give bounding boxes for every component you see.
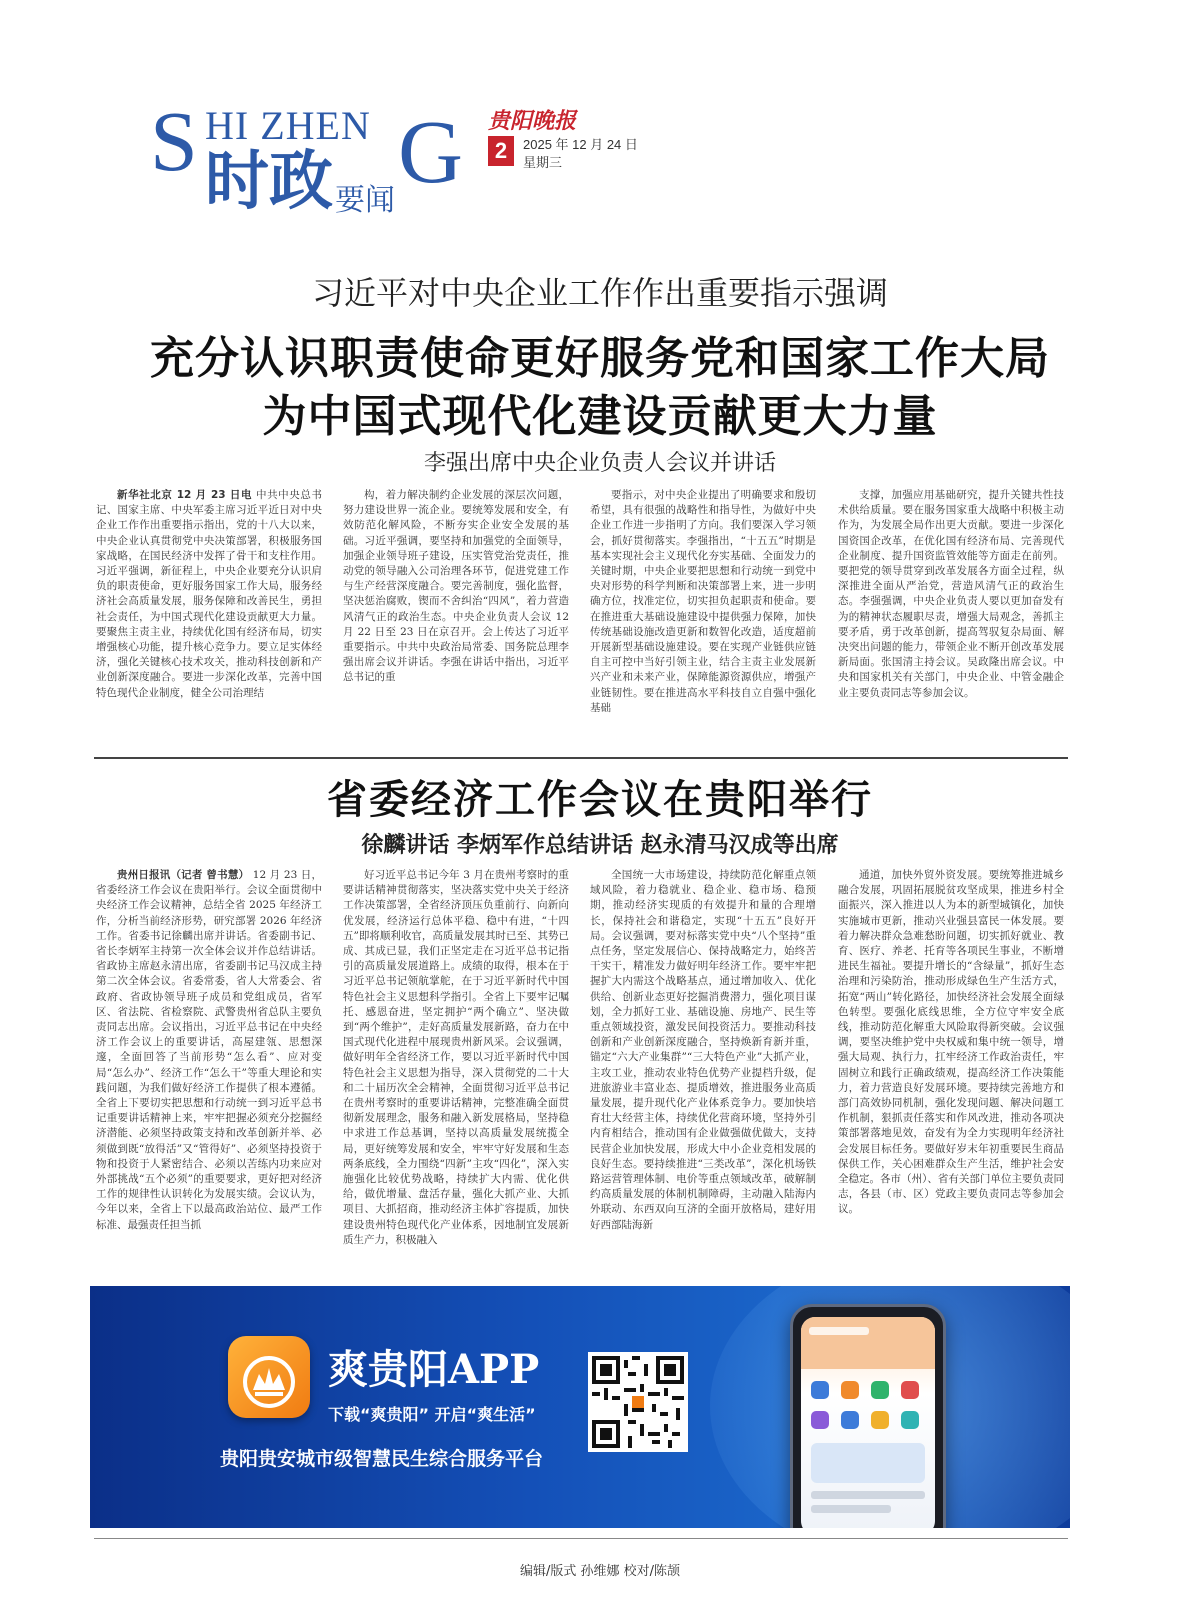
publication-weekday: 星期三 bbox=[523, 155, 563, 170]
qr-code[interactable] bbox=[588, 1352, 688, 1452]
article1-column-1 bbox=[96, 488, 322, 760]
article1-subhead: 李强出席中央企业负责人会议并讲话 bbox=[423, 451, 776, 476]
article1-kicker: 习近平对中央企业工作作出重要指示强调 bbox=[311, 274, 888, 312]
publication-date: 2025 年 12 月 24 日 bbox=[523, 137, 638, 152]
app-logo-icon bbox=[228, 1336, 310, 1418]
article1-headline-line2: 为中国式现代化建设贡献更大力量 bbox=[262, 391, 938, 442]
phone-mockup bbox=[790, 1304, 946, 1528]
article1-column-4: 支撑，加强应用基础研究，提升关键共性技术供给质量。要在服务国家重大战略中积极主动作为，为发展全局作出更大贡献。要进一步深化国资国企改革，在优化国有经济布局、完善现代企业制度、提升国资监管效能等方面走在前列。要把党的领导贯穿到改革发展各方面全过程，纵深推进全面从严治党，营造风清气正的政治生态。李强强调，中央企业负责人要以更加奋发有为的精神状态履职尽责，增强大局观念，善抓主要矛盾，勇于改革创新，提高驾驭复杂局面、解决突出问题的能力，带领企业不断开创改革发展新局面。张国清主持会议。吴政隆出席会议。中央和国家机关有关部门，中央企业、中管金融企业主要负责同志等参加会议。 bbox=[838, 489, 1064, 699]
article2-subhead: 徐麟讲话 李炳军作总结讲话 赵永清马汉成等出席 bbox=[361, 833, 839, 858]
app-ad-banner[interactable] bbox=[90, 1286, 1070, 1528]
ad-platform-text: 贵阳贵安城市级智慧民生综合服务平台 bbox=[220, 1448, 544, 1470]
article1-col1-text: 中共中央总书记、国家主席、中央军委主席习近平近日对中央企业工作作出重要指示指出，党的十八大以来，中央企业认真贯彻党中央决策部署，积极服务国家战略，在国民经济中发挥了骨干和支柱作用。习近平强调，新征程上，中央企业要充分认识肩负的职责使命，更好服务国家工作大局，服务经济社会高质量发展，服务保障和改善民生，勇担社会责任，为中国式现代化建设贡献更大力量。要聚焦主责主业，持续优化国有经济布局，切实增强核心功能，提升核心竞争力。要立足实体经济，强化关键核心技术攻关，推动科技创新和产业创新深度融合。要进一步深化改革，完善中国特色现代企业制度，健全公司治理结 bbox=[96, 489, 322, 699]
editor-credit: 编辑/版式 孙维娜 校对/陈颉 bbox=[519, 1564, 681, 1579]
section-title: 时政 bbox=[205, 145, 333, 219]
phone-screen bbox=[801, 1317, 935, 1528]
section-divider bbox=[94, 757, 1068, 759]
article2-col1-text: 12 月 23 日，省委经济工作会议在贵阳举行。会议全面贯彻中央经济工作会议精神，总结全省 2025 年经济工作，分析当前经济形势，研究部署 2026 年经济工作。省委书记徐麟出席并讲话。省委副书记、省长李炳军主持第一次全体会议并作总结讲话。省政协主席赵永清出席，省委副书记马汉成主持第二次全体会议。省委常委，省人大常委会、省政府、省政协领导班子成员和党组成员，省军区、省法院、省检察院、武警贵州省总队主要负责同志出席。会议指出，习近平总书记在中央经济工作会议上的重要讲话，高屋建瓴、思想深邃，全面回答了当前形势“怎么看”、应对变局“怎么办”、经济工作“怎么干”等重大理论和实践问题，为我们做好经济工作提供了根本遵循。全省上下要切实把思想和行动统一到习近平总书记重要讲话精神上来，牢牢把握必须充分挖掘经济潜能、必须坚持政策支持和改革创新并举、必须做到既“放得活”又“管得好”、必须坚持投资于物和投资于人紧密结合、必须以苦练内功来应对外部挑战“五个必须”的重要要求，更好把对经济工作的规律性认识转化为发展实绩。会议认为，今年以来，全省上下以最高政治站位、最严工作标准、最强责任担当抓 bbox=[96, 869, 322, 1231]
masthead-pinyin: HI ZHEN bbox=[205, 103, 371, 148]
article2-column-4: 通道，加快外贸外资发展。要统筹推进城乡融合发展，巩固拓展脱贫攻坚成果，推进乡村全面振兴，深入推进以人为本的新型城镇化，加快实施城市更新，推动兴业强县富民一体发展。要着力解决群众急难愁盼问题，切实抓好就业、教育、医疗、养老、托育等各项民生事业，不断增进民生福祉。要提升增长的“含绿量”，抓好生态治理和污染防治，推动形成绿色生产生活方式，拓宽“两山”转化路径，加快经济社会发展全面绿色转型。要强化底线思维，全方位守牢安全底线，推动防范化解重大风险取得新突破。会议强调，要坚决维护党中央权威和集中统一领导，增强大局观、执行力，扛牢经济工作政治责任，牢固树立和践行正确政绩观，提高经济工作决策能力，着力营造良好发展环境。要持续完善地方和部门高效协同机制，强化发现问题、解决问题工作机制，狠抓责任落实和作风改进，推动各项决策部署落地见效，奋发有为全力实现明年经济社会发展目标任务。要做好岁末年初重要民生商品保供工作，关心困难群众生产生活，维护社会安全稳定。各市（州）、省有关部门单位主要负责同志，各县（市、区）党政主要负责同志等参加会议。 bbox=[838, 869, 1064, 1216]
section-subtitle: 要闻 bbox=[335, 183, 395, 218]
ad-title: 爽贵阳APP bbox=[328, 1346, 540, 1393]
article1-column-3: 要指示，对中央企业提出了明确要求和殷切希望，具有很强的战略性和指导性，为做好中央企业工作进一步指明了方向。我们要深入学习领会，抓好贯彻落实。李强指出，“十五五”时期是基本实现社会主义现代化夯实基础、全面发力的关键时期，中央企业要把思想和行动统一到党中央对形势的科学判断和决策部署上来，进一步明确方位，找准定位，切实担负起职责和使命。要在推进重大基础设施建设中提供强力保障，加快传统基础设施改造更新和数智化改造，适度超前开展新型基础设施建设。要在实现产业链供应链自主可控中当好引领主业，结合主责主业发展新兴产业和未来产业，保障能源资源供应，增强产业链韧性。要在推进高水平科技自立自强中强化基础 bbox=[590, 489, 816, 714]
article1-column-2: 构，着力解决制约企业发展的深层次问题，努力建设世界一流企业。要统筹发展和安全，有效防范化解风险，不断夯实企业安全发展的基础。习近平强调，要坚持和加强党的全面领导，加强企业领导班子建设，压实管党治党责任，推动党的领导融入公司治理各环节，促进党建工作与生产经营深度融合。要完善制度，强化监督，坚决惩治腐败，锲而不舍纠治“四风”，着力营造风清气正的政治生态。中央企业负责人会议 12 月 22 日至 23 日在京召开。会上传达了习近平重要指示。中共中央政治局常委、国务院总理李强出席会议并讲话。李强在讲话中指出，习近平总书记的重 bbox=[343, 489, 569, 684]
article2-column-1 bbox=[96, 868, 322, 1270]
masthead-letter-g: G bbox=[398, 103, 463, 202]
newspaper-logo: 贵阳晚报 bbox=[488, 108, 577, 134]
article2-dateline: 贵州日报讯（记者 曾书慧） bbox=[117, 869, 250, 881]
masthead-letter-s: S bbox=[150, 93, 198, 189]
article2-headline: 省委经济工作会议在贵阳举行 bbox=[327, 777, 873, 823]
article1-headline-line1: 充分认识职责使命更好服务党和国家工作大局 bbox=[150, 333, 1050, 384]
footer-rule bbox=[94, 1538, 1068, 1539]
ad-slogan: 下载“爽贵阳” 开启“爽生活” bbox=[328, 1405, 536, 1424]
page-number-badge: 2 bbox=[488, 136, 514, 166]
article2-column-2: 好习近平总书记今年 3 月在贵州考察时的重要讲话精神贯彻落实，坚决落实党中央关于经济工作决策部署，全省经济顶压负重前行、向新向优发展，经济运行总体平稳、稳中有进，“十四五”即将顺利收官，高质量发展其时已至、其势已成、其成已显，我们正坚定走在习近平总书记指引的高质量发展道路上。成绩的取得，根本在于习近平总书记领航掌舵，在于习近平新时代中国特色社会主义思想科学指引。全省上下要牢记嘱托、感恩奋进，坚定拥护“两个确立”、坚决做到“两个维护”，走好高质量发展新路，奋力在中国式现代化进程中展现贵州新风采。会议强调，做好明年全省经济工作，要以习近平新时代中国特色社会主义思想为指导，深入贯彻党的二十大和二十届历次全会精神，全面贯彻习近平总书记在贵州考察时的重要讲话精神，完整准确全面贯彻新发展理念，服务和融入新发展格局，坚持稳中求进工作总基调，坚持以高质量发展统揽全局，更好统筹发展和安全，牢牢守好发展和生态两条底线，全力围绕“四新”主攻“四化”，深入实施强化比较优势战略，持续扩大内需、优化供给，做优增量、盘活存量，强化大抓产业、大抓项目、大抓招商，推动经济主体扩容提质，加快建设贵州特色现代化产业体系，因地制宜发展新质生产力，积极融入 bbox=[343, 869, 569, 1246]
article2-column-3: 全国统一大市场建设，持续防范化解重点领域风险，着力稳就业、稳企业、稳市场、稳预期，推动经济实现质的有效提升和量的合理增长，保持社会和谐稳定，实现“十五五”良好开局。会议强调，要对标落实党中央“八个坚持”重点任务，坚定发展信心、保持战略定力，始终苦干实干，精准发力做好明年经济工作。要牢牢把握扩大内需这个战略基点，通过增加收入、优化供给、创新业态更好挖掘消费潜力，强化项目谋划，全力抓好工业、基础设施、房地产、民生等重点领域投资，激发民间投资活力。要推动科技创新和产业创新深度融合，坚持焕新育新并重，锚定“六大产业集群”“三大特色产业”大抓产业，主攻工业，推动农业特色优势产业提档升级，促进旅游业丰富业态、提质增效，推进服务业高质量发展，提升现代化产业体系竞争力。要加快培育壮大经营主体，持续优化营商环境，坚持外引内育相结合，推动国有企业做强做优做大，支持民营企业加快发展，形成大中小企业竞相发展的良好生态。要持续推进“三类改革”，深化机场铁路运营管理体制、电价等重点领域改革，破解制约高质量发展的体制机制障碍，主动融入陆海内外联动、东西双向互济的全面开放格局，建好用好西部陆海新 bbox=[590, 869, 816, 1231]
article1-dateline: 新华社北京 12 月 23 日电 bbox=[117, 489, 253, 501]
